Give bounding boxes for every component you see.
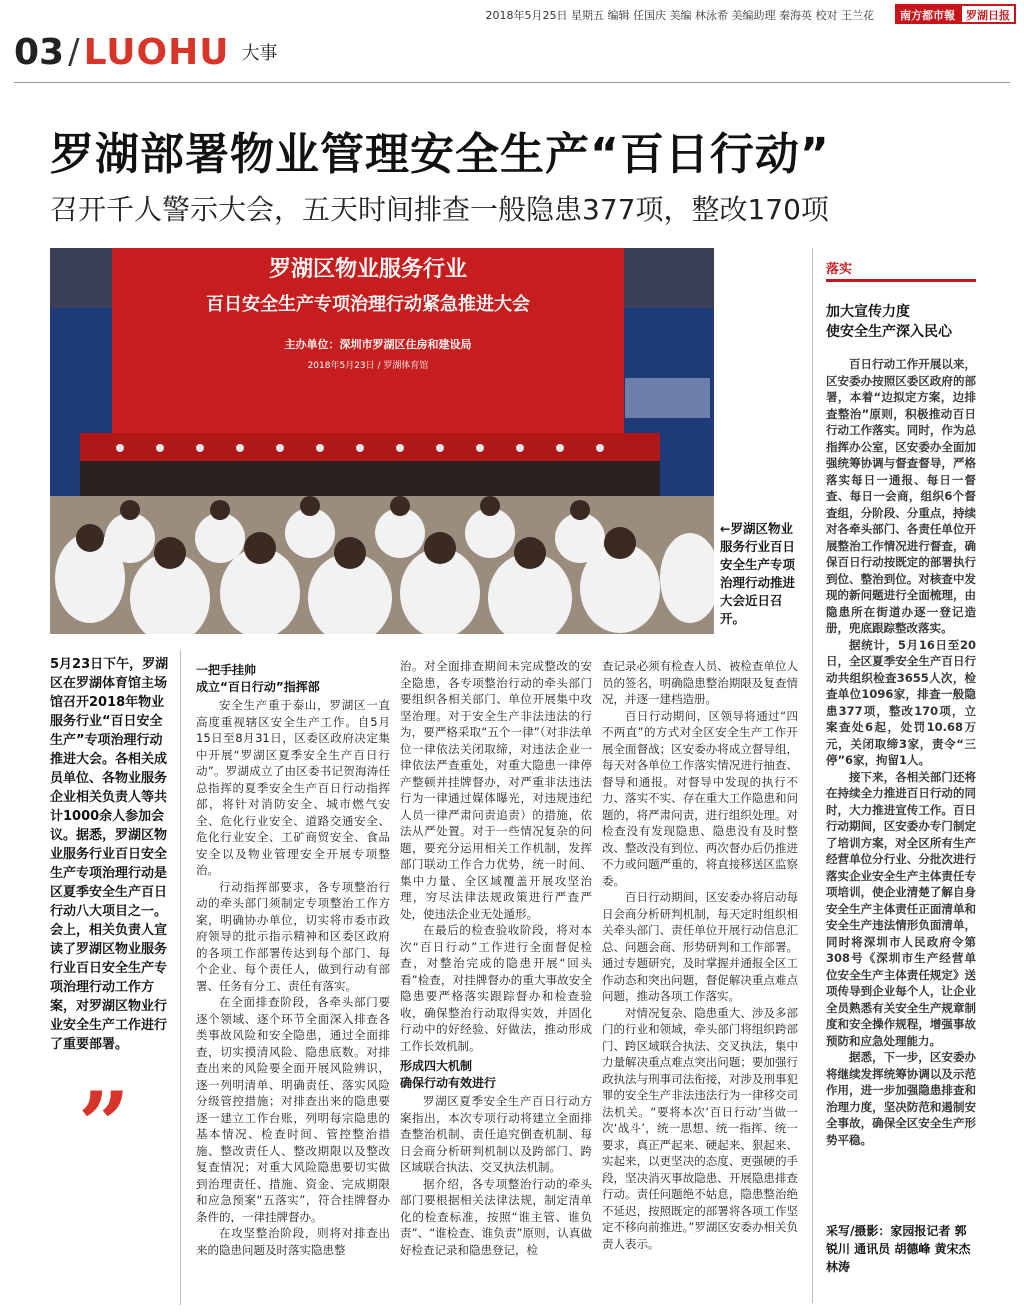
paragraph: 据介绍，各专项整治行动的牵头部门要根据相关法律法规，制定清单化的检查标准，按照“谁主管、谁负责”、“谁检查、谁负责”原则，认真做好检查记录和隐患登记，检: [400, 1176, 592, 1257]
banner-line-2: 百日安全生产专项治理行动紧急推进大会: [206, 294, 530, 315]
paragraph: 百日行动期间，区安委办将启动每日会商分析研判机制，每天定时组织相关牵头部门、责任单位开展行动信息汇总、问题会商、形势研判和工作部署。通过专题研究，及时掌握并通报全区工作动态和突出问题，督促解决重点难点问题，推动各项工作落实。: [602, 890, 798, 1003]
banner-host: 主办单位：深圳市罗湖区住房和建设局: [284, 338, 472, 351]
sidebar-tag: 落实: [826, 262, 853, 277]
page-number: 03: [14, 31, 65, 73]
newspaper-brand: [895, 4, 1016, 24]
sidebar-title: 加大宣传力度 使安全生产深入民心: [826, 304, 952, 340]
quote-mark-icon: ”: [78, 1072, 130, 1178]
article-column-3: [602, 658, 798, 1308]
section-header: [14, 30, 277, 74]
sidebar-paragraph: 接下来，各相关部门还将在持续全力推进百日行动的同时，大力推进宣传工作。百日行动期间，区安委办专门制定了培训方案，对全区所有生产经营单位分行业、分批次进行落实企业安全生产主体责任专项培训，使企业清楚了解自身安全生产主体责任正面清单和安全生产违法情形负面清单，同时将深圳市人民政府令第308号《深圳市生产经营单位安全生产主体责任规定》送项传导到企业每个人，让企业全员熟悉有关安全生产规章制度和安全操作规程，增强事故预防和应急处理能力。: [826, 769, 976, 1048]
brand-logo: 南方都市報: [895, 4, 960, 24]
paragraph: 罗湖区夏季安全生产百日行动方案指出，本次专项行动将建立全面排查整治机制、责任追究倒查机制、每日会商分析研判机制以及跨部门、跨区域联合执法、交叉执法机制。: [400, 1094, 592, 1174]
photo-illustration: [50, 248, 714, 634]
paragraph: 在攻坚整治阶段，则将对排查出来的隐患问题及时落实隐患整: [196, 1226, 390, 1257]
sidebar-paragraph: 据统计，5月16日至20日，全区夏季安全生产百日行动共组织检查3655人次，检查单位1096家，排查一般隐患377项，整改170项，立案查处6起，处罚10.68万元，关闭取缔3家，责令“三停”6家，拘留1人。: [826, 637, 976, 767]
divider-slash: /: [68, 32, 80, 72]
paragraph: 对情况复杂、隐患重大、涉及多部门的行业和领域，牵头部门将组织跨部门、跨区域联合执法、交叉执法，集中力量解决重点难点突出问题；要加强行政执法与刑事司法衔接，对涉及刑事犯罪的安全生产非法违法行为一律移交司法机关。“要将本次‘百日行动’当做一次‘战斗’，统一思想、统一指挥、统一要求，真正严起来、硬起来、狠起来、实起来，以更坚决的态度、更强硬的手段，坚决消灭事故隐患、开展隐患排查行动。责任问题绝不姑息，隐患整治绝不延迟，按照既定的部署将各项工作坚定不移向前推进。”罗湖区安委办相关负责人表示。: [602, 1005, 798, 1251]
column-rule: [180, 650, 181, 1305]
article-column-1: [196, 658, 390, 1308]
article-column-2: [400, 658, 592, 1308]
byline: 采写/摄影：家园报记者 郭锐川 通讯员 胡德峰 黄宋杰 林涛: [826, 1224, 971, 1274]
paragraph: 行动指挥部要求，各专项整治行动的牵头部门须制定专项整治工作方案，明确协办单位，切实将市委市政府领导的批示指示精神和区委区政府的各项工作部署传达到每个部门、每个企业、每个责任人，做到行动有部署、任务有分工、责任有落实。: [196, 879, 390, 993]
paragraph: 在最后的检查验收阶段，将对本次“百日行动”工作进行全面督促检查，对整治完成的隐患开展“回头看”检查，对挂牌督办的重大事故安全隐患要严格落实跟踪督办和检查验收，确保整治行动取得实效，并固化行动中的好经验、好做法，推动形成工作长效机制。: [400, 923, 592, 1053]
banner-date: 2018年5月23日 / 罗湖体育馆: [307, 361, 429, 371]
subheadline: 召开千人警示大会，五天时间排查一般隐患377项，整改170项: [50, 193, 829, 226]
paragraph: 安全生产重于泰山，罗湖区一直高度重视辖区安全生产工作。自5月15日至8月31日，区委区政府决定集中开展“罗湖区夏季安全生产百日行动”。罗湖成立了由区委书记贺海涛任总指挥的夏季安全生产百日行动指挥部，将针对消防安全、城市燃气安全、危化行业安全、道路交通安全、危化行业安全、工矿商贸安全、食品安全以及物业管理安全开展专项整治。: [196, 698, 390, 877]
section-name: LUOHU: [83, 31, 230, 73]
paragraph: 治。对全面排查期间未完成整改的安全隐患，各专项整治行动的牵头部门要组织各相关部门、单位开展集中攻坚治理。对于安全生产非法违法的行为，要严格采取“五个一律”（对非法单位一律依法关闭取缔，对违法企业一律依法严查重处，对重大隐患一律停产整顿并挂牌督办，对严重非法违法行为一律通过媒体曝光，对违规违纪人员一律严肃问责追责）的措施，依法从严处置。对于一些情况复杂的问题，要充分运用相关工作机制，发挥部门联动工作合力优势，统一时间、集中力量、全区域覆盖开展攻坚治理，穷尽法律法规政策进行严查严处，使违法企业无处遁形。: [400, 659, 592, 921]
lead-paragraph: 5月23日下午，罗湖区在罗湖体育馆主场馆召开2018年物业服务行业“百日安全生产”专项治理行动推进大会。各相关成员单位、各物业服务企业相关负责人等共计1000余人参加会议。据悉，罗湖区物业服务行业百日安全生产专项治理行动是区夏季安全生产百日行动八大项目之一。会上，相关负责人宣读了罗湖区物业服务行业百日安全生产专项治理行动工作方案，对罗湖区物业行业安全生产工作进行了重要部署。: [50, 657, 169, 1052]
column-rule: [812, 248, 813, 1303]
paragraph: 百日行动期间，区领导将通过“四不两直”的方式对全区安全生产工作开展全面督战；区安委办将成立督导组，每天对各单位工作落实情况进行抽查、督导和通报。对督导中发现的执行不力、落实不实、存在重大工作隐患和问题的，将严肃问责，进行组织处理。对检查没有发现隐患、隐患没有及时整改、整改没有到位、两次督办后仍推进不力或问题严重的，将直接移送区监察委。: [602, 708, 798, 888]
section-category: 大事: [241, 43, 278, 64]
sidebar: [826, 258, 976, 1218]
brand-sub-logo: 罗湖日报: [960, 4, 1016, 24]
subheading-1: 一把手挂帅 成立“百日行动”指挥部: [196, 663, 320, 694]
banner-line-1: 罗湖区物业服务行业: [268, 257, 468, 282]
sidebar-accent-bar: [826, 279, 976, 282]
header-rule: [14, 82, 1010, 83]
sidebar-paragraph: 百日行动工作开展以来，区安委办按照区委区政府的部署，本着“边拟定方案，边排查整治”原则，积极推动百日行动工作落实。同时，作为总指挥办公室，区安委办全面加强统筹协调与督查督导，严格落实每日一通报、每日一督查、每日一会商，组织6个督查组，分阶段、分重点，持续对各牵头部门、各责任单位开展整治工作情况进行督查，确保百日行动按既定的部署执行到位、整治到位。对核查中发现的新问题进行全面梳理，由隐患所在街道办逐一登记造册，兜底跟踪整改落实。: [826, 357, 976, 635]
sidebar-paragraph: 据悉，下一步，区安委办将继续发挥统筹协调以及示范作用，进一步加强隐患排查和治理力度，坚决防范和遏制安全事故，确保全区安全生产形势平稳。: [826, 1050, 976, 1147]
issue-meta: 2018年5月25日 星期五 编辑 任国庆 美编 林泳希 美编助理 秦海英 校对 王兰花: [485, 9, 874, 22]
photo-caption: ←罗湖区物业服务行业百日安全生产专项治理行动推进大会近日召开。: [720, 521, 796, 626]
paragraph: 在全面排查阶段，各牵头部门要逐个领域、逐个环节全面深入排查各类事故风险和安全隐患，通过全面排查，切实摸清风险、隐患底数。对排查出来的风险要全面开展风险辨识，逐一列明清单、明确责任、落实风险分级管控措施；对排查出来的隐患要逐一建立工作台账，列明每宗隐患的基本情况、检查时间、管控整治措施、整改责任人、整改期限以及整改复查情况；对重大风险隐患要切实做到治理责任、措施、资金、完成期限和应急预案“五落实”，符合挂牌督办条件的，一律挂牌督办。: [196, 995, 390, 1224]
news-photo: [50, 248, 714, 634]
headline: 罗湖部署物业管理安全生产“百日行动”: [50, 129, 830, 180]
masthead-bar: [0, 0, 1024, 28]
paragraph: 查记录必须有检查人员、被检查单位人员的签名，明确隐患整治期限及复查情况，并逐一建档造册。: [602, 659, 798, 706]
subheading-2: 形成四大机制 确保行动有效进行: [400, 1059, 497, 1090]
